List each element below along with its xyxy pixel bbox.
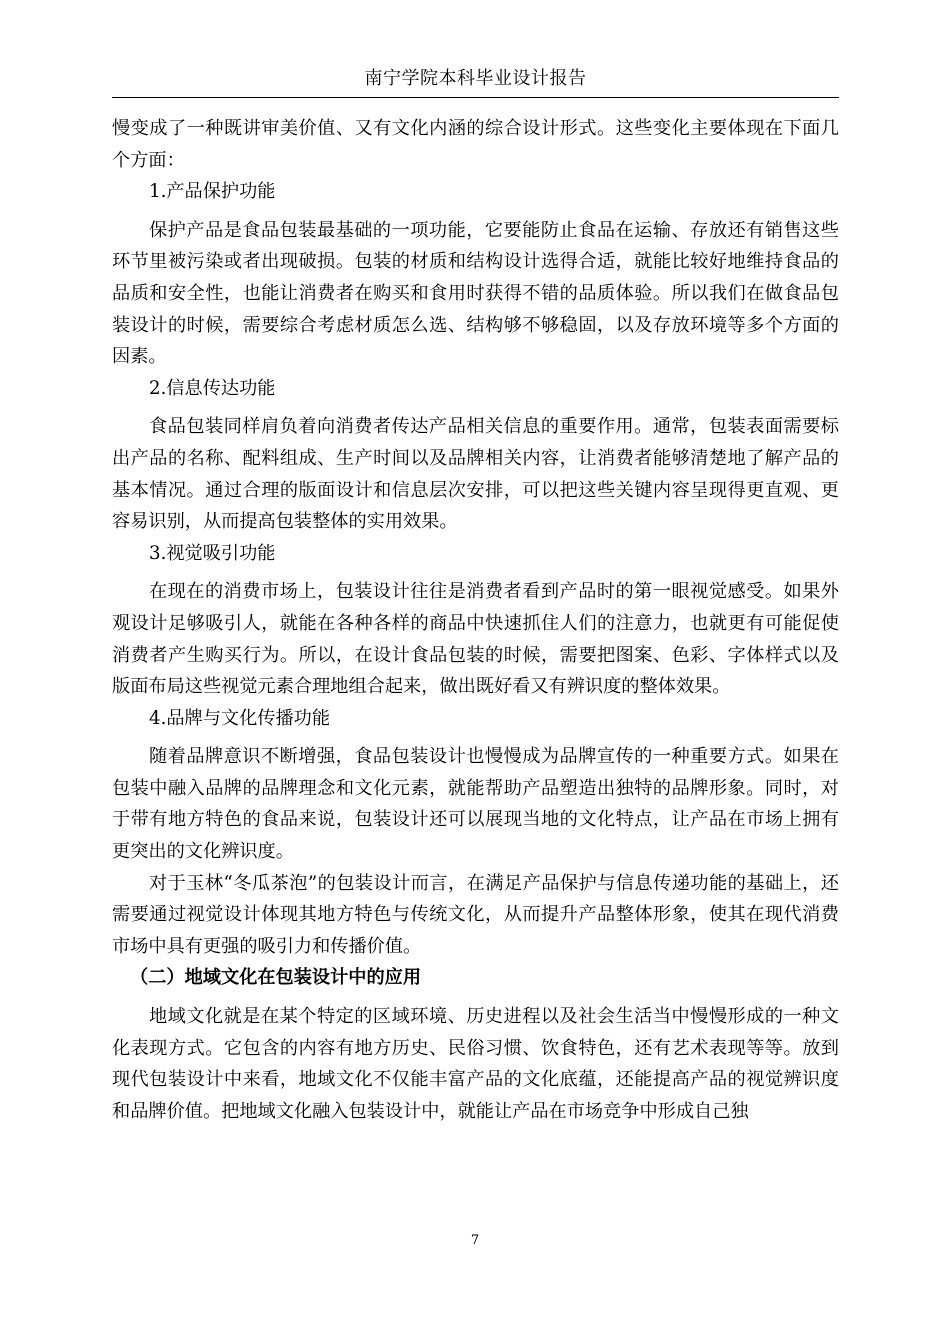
subheading-visual-attraction: 3.视觉吸引功能 (149, 542, 276, 564)
subheading-brand-culture: 4.品牌与文化传播功能 (149, 707, 331, 729)
paragraph-visual-attraction: 在现在的消费市场上，包装设计往往是消费者看到产品时的第一眼视觉感受。如果外观设计足够吸引人，就能在各种各样的商品中快速抓住人们的注意力，也就更有可能促使消费者产生购买行为。所以，在设计食品包装的时候，需要把图案、色彩、字体样式以及版面布局这些视觉元素合理地组合起来，做出既好看又有辨识度的整体效果。 (112, 581, 839, 698)
body-text (112, 113, 839, 1127)
paragraph-product-protection: 保护产品是食品包装最基础的一项功能，它要能防止食品在运输、存放还有销售这些环节里被污染或者出现破损。包装的材质和结构设计选得合适，就能比较好地维持食品的品质和安全性，也能让消费者在购买和食用时获得不错的品质体验。所以我们在做食品包装设计的时候，需要综合考虑材质怎么选、结构够不够稳固，以及存放环境等多个方面的因素。 (112, 219, 839, 368)
header-rule (112, 97, 839, 98)
paragraph-brand-culture: 随着品牌意识不断增强，食品包装设计也慢慢成为品牌宣传的一种重要方式。如果在包装中融入品牌的品牌理念和文化元素，就能帮助产品塑造出独特的品牌形象。同时，对于带有地方特色的食品来说，包装设计还可以展现当地的文化特点，让产品在市场上拥有更突出的文化辨识度。 (112, 746, 839, 863)
paragraph-regional-culture: 地域文化就是在某个特定的区域环境、历史进程以及社会生活当中慢慢形成的一种文化表现方式。它包含的内容有地方历史、民俗习惯、饮食特色，还有艺术表现等等。放到现代包装设计中来看，地域文化不仅能丰富产品的文化底蕴，还能提高产品的视觉辨识度和品牌价值。把地域文化融入包装设计中，就能让产品在市场竞争中形成自己独 (112, 1006, 839, 1122)
paragraph-yulin-tea: 对于玉林“冬瓜茶泡”的包装设计而言，在满足产品保护与信息传递功能的基础上，还需要通过视觉设计体现其地方特色与传统文化，从而提升产品整体形象，使其在现代消费市场中具有更强的吸引力和传播价值。 (112, 872, 839, 957)
paragraph-information-delivery: 食品包装同样肩负着向消费者传达产品相关信息的重要作用。通常，包装表面需要标出产品的名称、配料组成、生产时间以及品牌相关内容，让消费者能够清楚地了解产品的基本情况。通过合理的版面设计和信息层次安排，可以把这些关键内容呈现得更直观、更容易识别，从而提高包装整体的实用效果。 (112, 416, 839, 533)
subheading-product-protection: 1.产品保护功能 (149, 181, 276, 203)
running-header: 南宁学院本科毕业设计报告 (364, 68, 587, 89)
page-number: 7 (470, 1233, 480, 1248)
subheading-information-delivery: 2.信息传达功能 (149, 377, 276, 399)
section-heading-regional-culture: （二）地域文化在包装设计中的应用 (130, 967, 422, 989)
paragraph-continued: 慢变成了一种既讲审美价值、又有文化内涵的综合设计形式。这些变化主要体现在下面几个方面： (112, 118, 839, 171)
